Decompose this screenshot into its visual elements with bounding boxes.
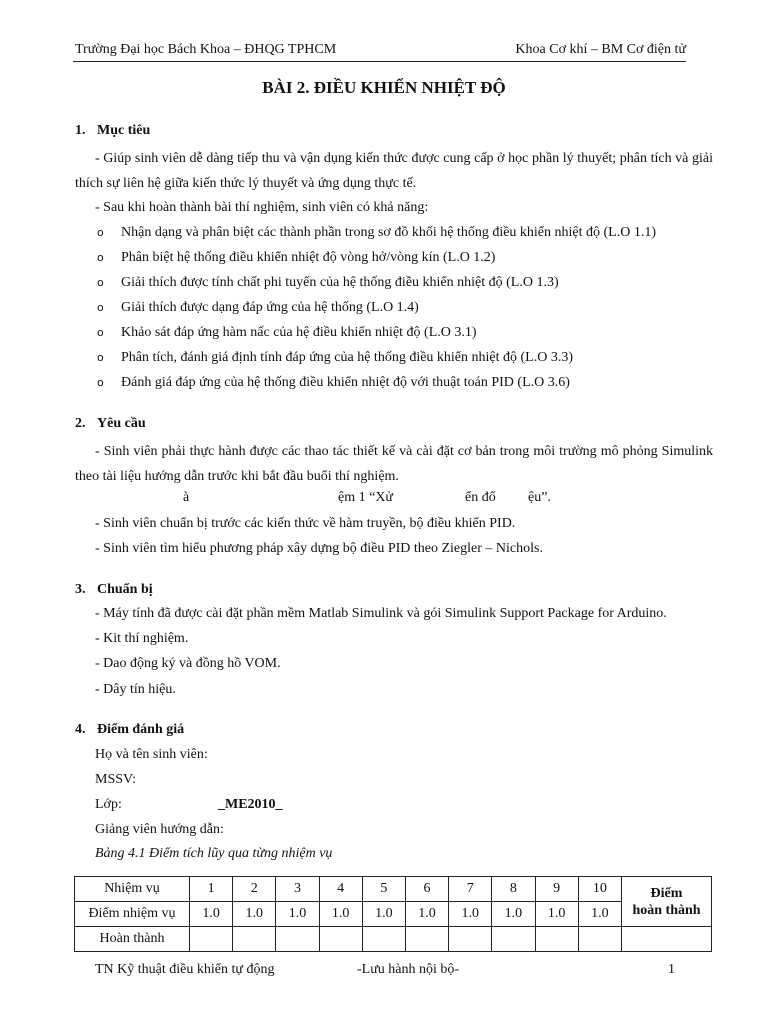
section-4-number: 4.: [75, 722, 86, 737]
task-number-cell: 10: [578, 877, 621, 902]
bullet-icon: o: [97, 276, 104, 289]
score-cell: 1.0: [362, 902, 405, 927]
footer-center: -Lưu hành nội bộ-: [357, 962, 460, 977]
table-row: [75, 877, 712, 902]
row-header: Nhiệm vụ: [75, 877, 190, 902]
section-3-number: 3.: [75, 582, 86, 597]
prep-item: - Máy tính đã được cài đặt phần mềm Matlab Simulink và gói Simulink Support Package for Arduino.: [95, 606, 667, 621]
score-cell: 1.0: [578, 902, 621, 927]
objective-item: o Khảo sát đáp ứng hàm nấc của hệ điều khiển nhiệt độ (L.O 3.1): [97, 325, 477, 340]
section-1-intro-line: - Sau khi hoàn thành bài thí nghiệm, sinh viên có khả năng:: [95, 200, 429, 215]
section-2-heading: [75, 416, 146, 432]
bullet-icon: o: [97, 376, 104, 389]
text-fragment: à: [183, 490, 190, 505]
objective-item: o Đánh giá đáp ứng của hệ thống điều khiển nhiệt độ với thuật toán PID (L.O 3.6): [97, 375, 570, 390]
student-name-label: Họ và tên sinh viên:: [95, 747, 208, 762]
objective-item: o Giải thích được dạng đáp ứng của hệ thống (L.O 1.4): [97, 300, 419, 315]
task-number-cell: 1: [190, 877, 233, 902]
prep-item: - Dây tín hiệu.: [95, 682, 176, 697]
final-score-header: Điểm hoàn thành: [622, 877, 712, 927]
bullet-icon: o: [97, 226, 104, 239]
footer-left: TN Kỹ thuật điều khiển tự động: [95, 962, 275, 977]
section-1-title: Mục tiêu: [97, 123, 151, 138]
task-number-cell: 2: [233, 877, 276, 902]
bullet-icon: o: [97, 301, 104, 314]
text-fragment: ệu”.: [528, 490, 551, 505]
section-2-number: 2.: [75, 416, 86, 431]
objective-item: o Nhận dạng và phân biệt các thành phần trong sơ đồ khối hệ thống điều khiển nhiệt độ (L.O 1.1): [97, 225, 657, 240]
prep-item: - Dao động ký và đồng hồ VOM.: [95, 656, 281, 671]
section-2-line: - Sinh viên tìm hiểu phương pháp xây dựng bộ điều PID theo Ziegler – Nichols.: [95, 541, 543, 556]
completion-cell: [276, 927, 319, 952]
header-divider: [73, 61, 686, 62]
score-cell: 1.0: [233, 902, 276, 927]
section-2-line: - Sinh viên chuẩn bị trước các kiến thức về hàm truyền, bộ điều khiển PID.: [95, 516, 516, 531]
class-value: _ME2010_: [218, 797, 283, 812]
grades-table: [74, 876, 712, 952]
header-right: Khoa Cơ khí – BM Cơ điện tử: [515, 42, 686, 57]
section-3-heading: [75, 582, 153, 598]
objective-item: o Phân tích, đánh giá định tính đáp ứng của hệ thống điều khiển nhiệt độ (L.O 3.3): [97, 350, 573, 365]
final-score-cell: [622, 927, 712, 952]
task-number-cell: 6: [405, 877, 448, 902]
class-label: Lớp:: [95, 797, 122, 812]
completion-cell: [405, 927, 448, 952]
bullet-icon: o: [97, 326, 104, 339]
text-fragment: ệm 1 “Xử: [338, 490, 394, 505]
section-4-title: Điểm đánh giá: [97, 722, 185, 737]
score-cell: 1.0: [492, 902, 535, 927]
row-header: Điểm nhiệm vụ: [75, 902, 190, 927]
score-cell: 1.0: [405, 902, 448, 927]
bullet-icon: o: [97, 351, 104, 364]
section-1-paragraph: - Giúp sinh viên dễ dàng tiếp thu và vận dụng kiến thức được cung cấp ở học phần lý thuyết; phân tích và giải thích sự liên hệ giữa kiến thức lý thuyết và ứng dụng thực tế.: [75, 151, 713, 191]
completion-cell: [449, 927, 492, 952]
task-number-cell: 4: [319, 877, 362, 902]
completion-cell: [578, 927, 621, 952]
score-cell: 1.0: [449, 902, 492, 927]
section-1-number: 1.: [75, 123, 86, 138]
table-caption: Bảng 4.1 Điểm tích lũy qua từng nhiệm vụ: [95, 846, 333, 861]
task-number-cell: 8: [492, 877, 535, 902]
page-title: BÀI 2. ĐIỀU KHIỂN NHIỆT ĐỘ: [262, 78, 506, 97]
page-number: 1: [668, 962, 675, 977]
task-number-cell: 5: [362, 877, 405, 902]
completion-cell: [492, 927, 535, 952]
table-row: [75, 927, 712, 952]
student-id-label: MSSV:: [95, 772, 136, 787]
completion-cell: [233, 927, 276, 952]
score-cell: 1.0: [535, 902, 578, 927]
completion-cell: [535, 927, 578, 952]
task-number-cell: 3: [276, 877, 319, 902]
completion-cell: [362, 927, 405, 952]
bullet-icon: o: [97, 251, 104, 264]
score-cell: 1.0: [319, 902, 362, 927]
completion-cell: [319, 927, 362, 952]
objective-item: o Phân biệt hệ thống điều khiển nhiệt độ vòng hở/vòng kín (L.O 1.2): [97, 250, 496, 265]
task-number-cell: 7: [449, 877, 492, 902]
section-2-paragraph: - Sinh viên phải thực hành được các thao tác thiết kế và cài đặt cơ bản trong môi trường mô phỏng Simulink theo tài liệu hướng dẫn trước khi bắt đầu buổi thí nghiệm.: [75, 444, 713, 484]
instructor-label: Giảng viên hướng dẫn:: [95, 822, 224, 837]
task-number-cell: 9: [535, 877, 578, 902]
objective-item: o Giải thích được tính chất phi tuyến của hệ thống điều khiển nhiệt độ (L.O 1.3): [97, 275, 559, 290]
table-row: [75, 902, 712, 927]
section-1-heading: [75, 123, 150, 139]
header-left: Trường Đại học Bách Khoa – ĐHQG TPHCM: [75, 42, 337, 57]
text-fragment: ển đổ: [465, 490, 496, 505]
section-4-heading: [75, 722, 184, 738]
score-cell: 1.0: [276, 902, 319, 927]
completion-cell: [190, 927, 233, 952]
prep-item: - Kit thí nghiệm.: [95, 631, 189, 646]
score-cell: 1.0: [190, 902, 233, 927]
section-3-title: Chuẩn bị: [97, 582, 153, 597]
section-2-title: Yêu cầu: [97, 416, 146, 431]
row-header: Hoàn thành: [75, 927, 190, 952]
